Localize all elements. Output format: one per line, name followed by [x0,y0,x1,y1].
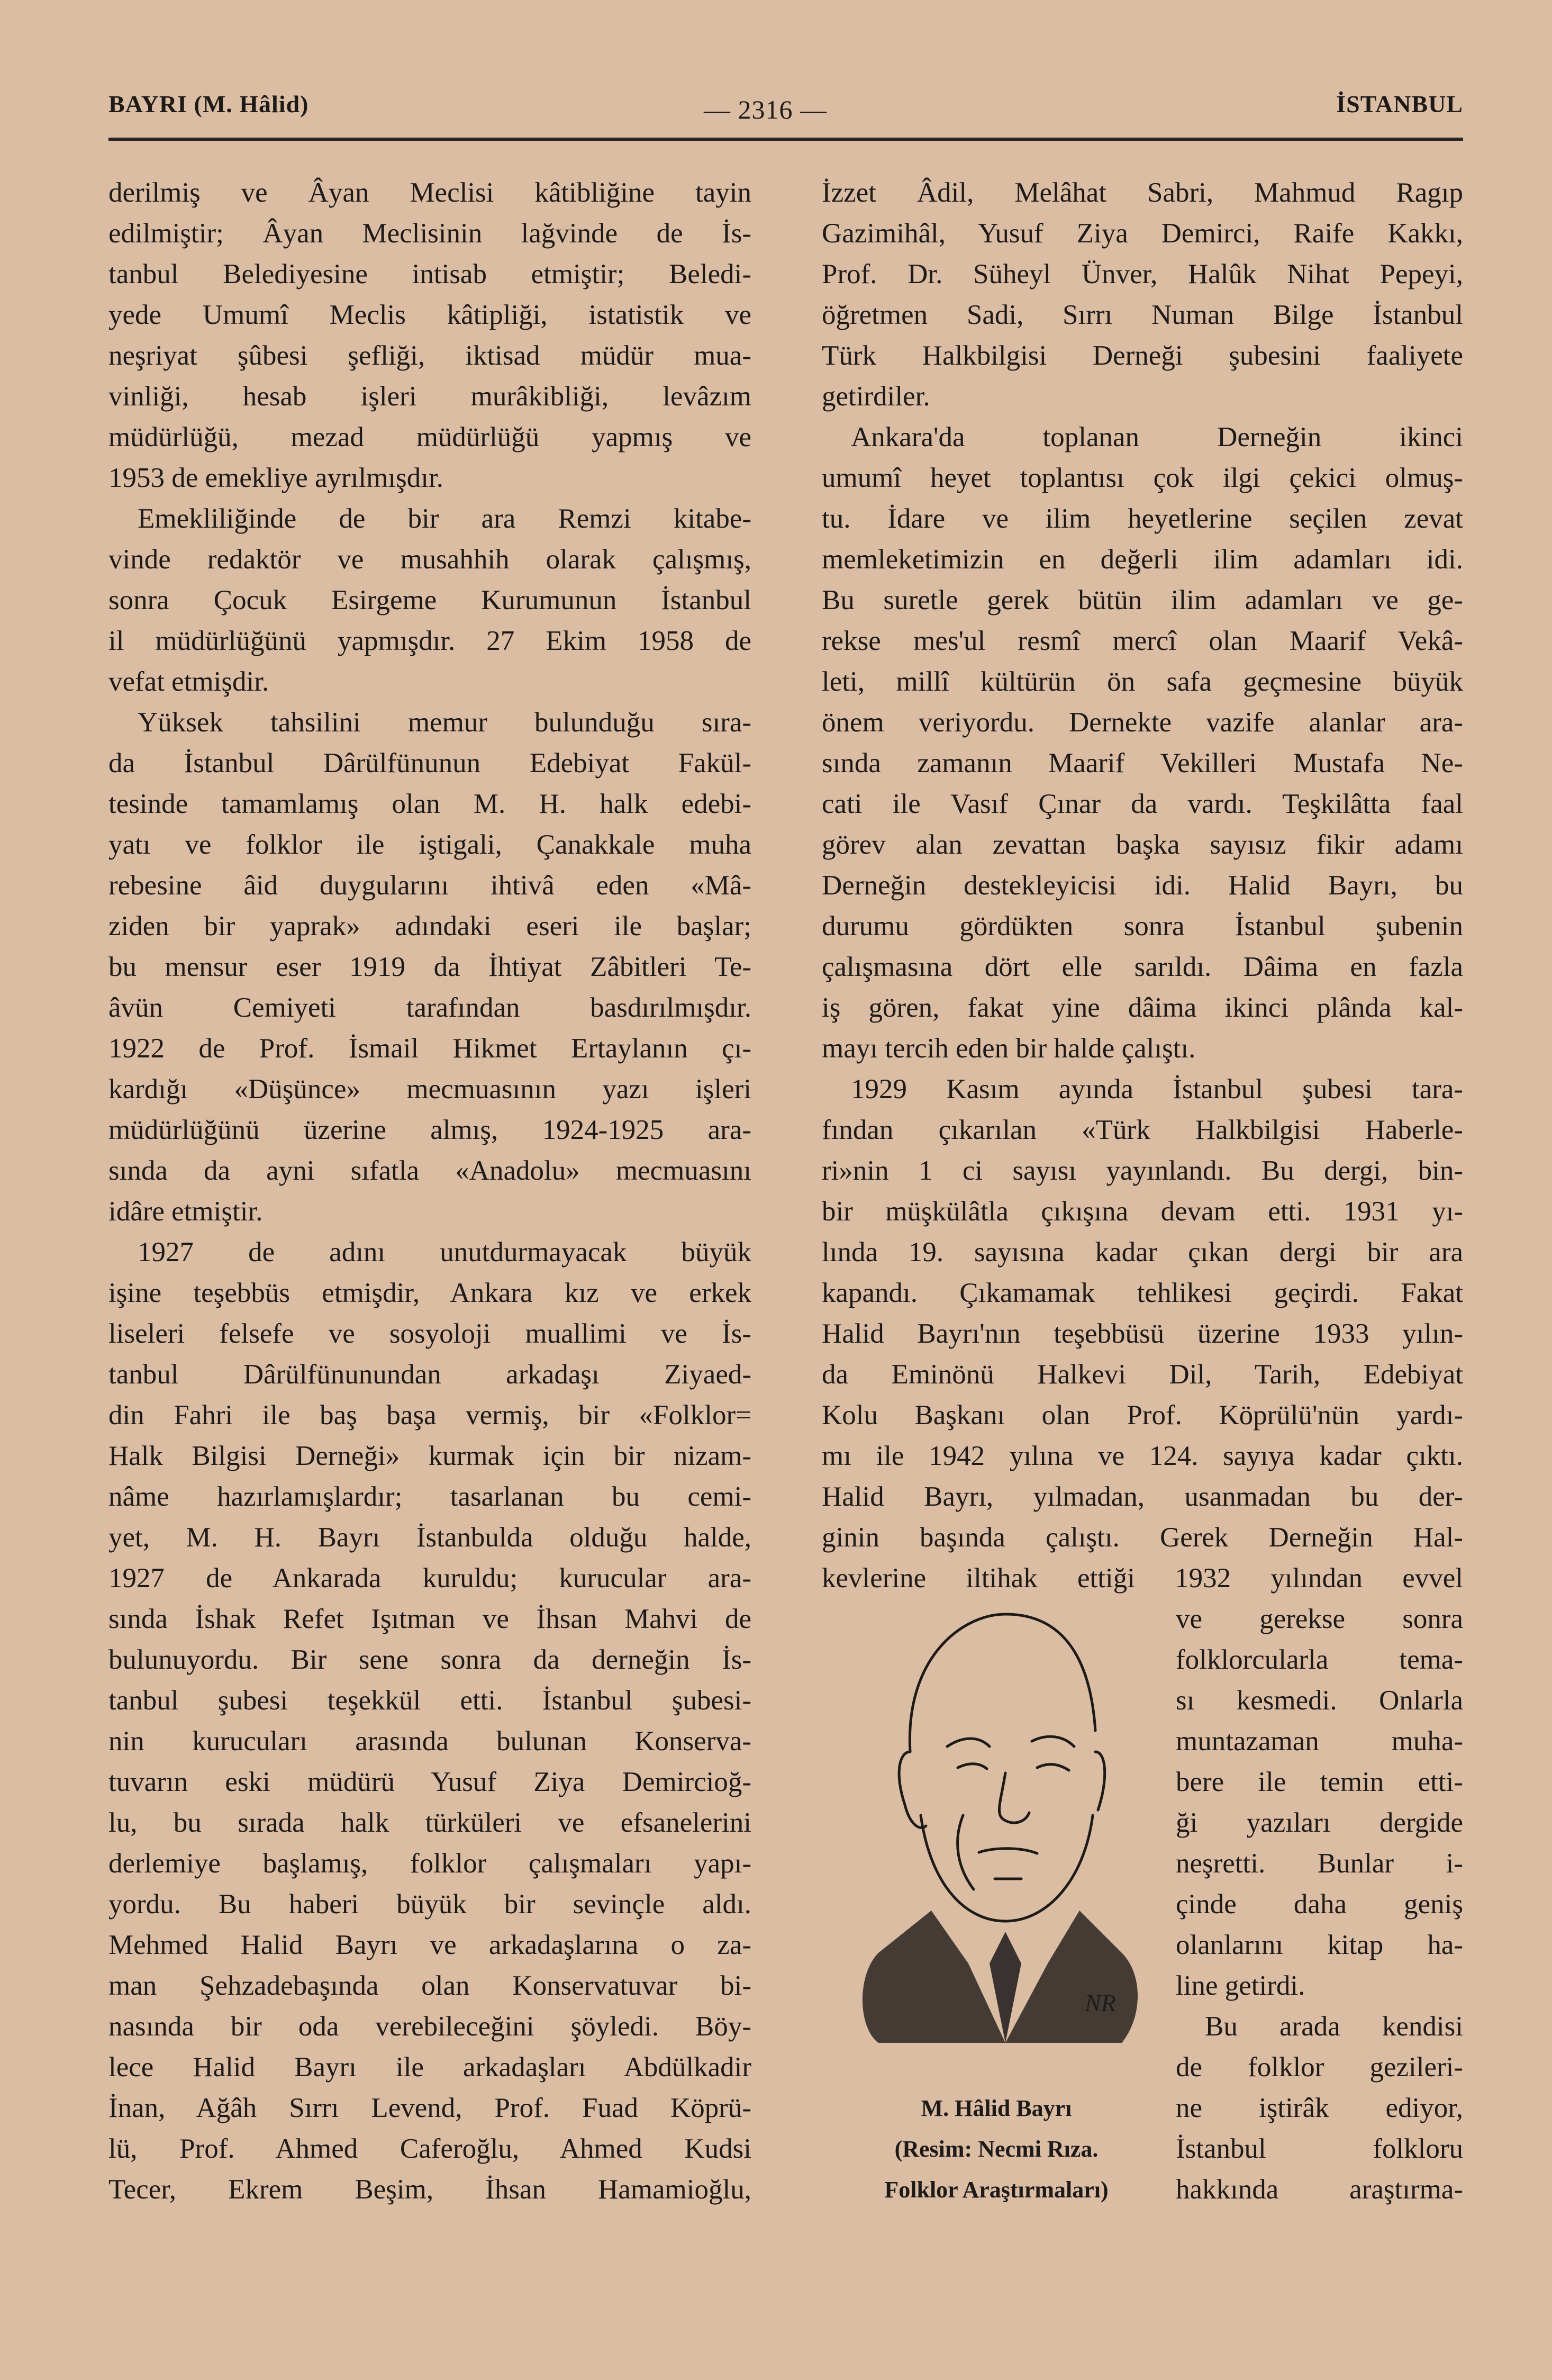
text-line: leti, millî kültürün ön safa geçmesine büyük [822,666,1463,697]
text-line: hakkında araştırma- [1176,2174,1463,2205]
text-line: kardığı «Düşünce» mecmuasının yazı işleri [108,1074,751,1105]
text-line: sonra Çocuk Esirgeme Kurumunun İstanbul [108,585,751,616]
text-line: bu mensur eser 1919 da İhtiyat Zâbitleri Te- [108,952,751,982]
text-line: Emekliliğinde de bir ara Remzi kitabe- [138,503,751,534]
text-line: İzzet Âdil, Melâhat Sabri, Mahmud Ragıp [822,177,1463,208]
text-line: Türk Halkbilgisi Derneği şubesini faaliyete [822,340,1463,371]
left-column [108,173,751,2210]
text-line: tanbul Dârülfünunundan arkadaşı Ziyaed- [108,1359,751,1390]
text-line: Bu arada kendisi [1205,2011,1463,2042]
text-line: olanlarını kitap ha- [1176,1930,1463,1960]
text-line: öğretmen Sadi, Sırrı Numan Bilge İstanbul [822,300,1463,330]
text-line: Tecer, Ekrem Beşim, İhsan Hamamioğlu, [108,2174,751,2205]
text-line: nâme hazırlamışlardır; tasarlanan bu cemi- [108,1481,751,1512]
text-line: vinde redaktör ve musahhih olarak çalışmış, [108,544,751,575]
text-line: derilmiş ve Âyan Meclisi kâtibliğine tayin [108,177,751,208]
artist-signature: NR [1085,1989,1116,2016]
text-line: 1927 de adını unutdurmayacak büyük [138,1237,751,1268]
text-line: Kolu Başkanı olan Prof. Köprülü'nün yardı- [822,1400,1463,1431]
text-line: edilmiştir; Âyan Meclisinin lağvinde de İs- [108,218,751,249]
text-line: Bu suretle gerek bütün ilim adamları ve ge- [822,585,1463,616]
text-line: lece Halid Bayrı ile arkadaşları Abdülkadir [108,2052,751,2083]
text-line: Gazimihâl, Yusuf Ziya Demirci, Raife Kakkı, [822,218,1463,249]
caption-line: M. Hâlid Bayrı [921,2095,1072,2121]
text-line: Yüksek tahsilini memur bulunduğu sıra- [138,707,751,738]
text-line: ği yazıları dergide [1176,1807,1463,1838]
text-line: çinde daha geniş [1176,1889,1463,1920]
text-line: sında zamanın Maarif Vekilleri Mustafa Ne- [822,748,1463,779]
text-line: neşriyat şûbesi şefliği, iktisad müdür mua- [108,340,751,371]
text-line: il müdürlüğünü yapmışdır. 27 Ekim 1958 de [108,626,751,656]
text-line: Ankara'da toplanan Derneğin ikinci [851,422,1463,453]
text-line: umumî heyet toplantısı çok ilgi çekici olmuş- [822,463,1463,493]
text-line: görev alan zevattan başka sayısız fikir adamı [822,829,1463,860]
text-line: İstanbul folkloru [1176,2133,1463,2164]
text-line: liseleri felsefe ve sosyoloji muallimi ve İs- [108,1318,751,1349]
running-head-right: İSTANBUL [1336,91,1463,117]
text-line: sında İshak Refet Işıtman ve İhsan Mahvi de [108,1604,751,1634]
text-line: 1922 de Prof. İsmail Hikmet Ertaylanın çı- [108,1033,751,1064]
text-line: Halid Bayrı'nın teşebbüsü üzerine 1933 yılın- [822,1318,1463,1349]
text-line: nasında bir oda verebileceğini şöyledi. Böy- [108,2011,751,2042]
text-line: çalışmasına dört elle sarıldı. Dâima en fazla [822,952,1463,982]
text-line: yede Umumî Meclis kâtipliği, istatistik ve [108,300,751,330]
text-line: vefat etmişdir. [108,666,269,697]
text-line: müdürlüğünü üzerine almış, 1924-1925 ara- [108,1115,751,1145]
text-line: vinliği, hesab işleri murâkibliği, levâzım [108,381,751,412]
text-line: sı kesmedi. Onlarla [1176,1685,1463,1716]
text-line: kapandı. Çıkamamak tehlikesi geçirdi. Fakat [822,1278,1463,1308]
caption-line: Folklor Araştırmaları) [884,2177,1109,2203]
text-line: tu. İdare ve ilim heyetlerine seçilen zevat [822,503,1463,534]
text-line: idâre etmiştir. [108,1196,263,1227]
text-line: din Fahri ile baş başa vermiş, bir «Folklor= [108,1400,751,1431]
text-line: 1927 de Ankarada kuruldu; kurucular ara- [108,1563,751,1594]
text-line: yordu. Bu haberi büyük bir sevinçle aldı. [108,1889,751,1920]
text-line: tuvarın eski müdürü Yusuf Ziya Demircioğ- [108,1767,751,1797]
text-line: Halk Bilgisi Derneği» kurmak için bir nizam- [108,1441,751,1471]
header-rule [108,138,1463,141]
text-line: durumu gördükten sonra İstanbul şubenin [822,911,1463,942]
caption-line: (Resim: Necmi Rıza. [894,2136,1099,2162]
text-line: bere ile temin etti- [1176,1767,1463,1797]
text-line: getirdiler. [822,381,930,412]
text-line: ginin başında çalıştı. Gerek Derneğin Hal- [822,1522,1463,1553]
text-line: lu, bu sırada halk türküleri ve efsanelerini [108,1807,751,1838]
text-line: ve gerekse sonra [1176,1604,1463,1634]
text-line: mayı tercih eden bir halde çalıştı. [822,1033,1196,1064]
text-line: bulunuyordu. Bir sene sonra da derneğin İs- [108,1644,751,1675]
right-column [822,173,1463,1599]
text-line: line getirdi. [1176,1970,1305,2001]
text-line: cati ile Vasıf Çınar da vardı. Teşkilâtta faal [822,789,1463,819]
text-line: sında da ayni sıfatla «Anadolu» mecmuasını [108,1155,751,1186]
text-line: ziden bir yaprak» adındaki eseri ile başlar; [108,911,751,942]
text-line: 1929 Kasım ayında İstanbul şubesi tara- [851,1074,1463,1105]
text-line: Mehmed Halid Bayrı ve arkadaşlarına o za- [108,1930,751,1960]
text-line: müdürlüğü, mezad müdürlüğü yapmış ve [108,422,751,453]
text-line: rekse mes'ul resmî mercî olan Maarif Vekâ- [822,626,1463,656]
text-line: Prof. Dr. Süheyl Ünver, Halûk Nihat Pepeyi, [822,259,1463,289]
text-line: tanbul şubesi teşekkül etti. İstanbul şubesi- [108,1685,751,1716]
text-line: rebesine âid duygularını ihtivâ eden «Mâ- [108,870,751,901]
text-line: ri»nin 1 ci sayısı yayınlandı. Bu dergi, bin- [822,1155,1463,1186]
text-line: yet, M. H. Bayrı İstanbulda olduğu halde, [108,1522,751,1553]
running-head-left: BAYRI (M. Hâlid) [108,91,309,117]
text-line: derlemiye başlamış, folklor çalışmaları yapı- [108,1848,751,1879]
text-line: mı ile 1942 yılına ve 124. sayıya kadar çıktı. [822,1441,1463,1471]
page-number: — 2316 — [704,95,827,124]
text-line: lü, Prof. Ahmed Caferoğlu, Ahmed Kudsi [108,2133,751,2164]
text-line: nin kurucuları arasında bulunan Konserva- [108,1726,751,1757]
text-line: yatı ve folklor ile iştigali, Çanakkale muha [108,829,751,860]
text-line: Derneğin destekleyicisi idi. Halid Bayrı, bu [822,870,1463,901]
text-line: tesinde tamamlamış olan M. H. halk edebi- [108,789,751,819]
text-line: folklorcularla tema- [1176,1644,1463,1675]
figure-caption [822,2088,1171,2210]
right-column-wrap [1176,1599,1463,2210]
text-line: tanbul Belediyesine intisab etmiştir; Beledi- [108,259,751,289]
text-line: ne iştirâk ediyor, [1176,2093,1463,2123]
portrait-illustration [847,1593,1143,2053]
text-line: fından çıkarılan «Türk Halkbilgisi Haberle- [822,1115,1463,1145]
text-line: memleketimizin en değerli ilim adamları idi. [822,544,1463,575]
text-line: da Eminönü Halkevi Dil, Tarih, Edebiyat [822,1359,1463,1390]
text-line: man Şehzadebaşında olan Konservatuvar bi- [108,1970,751,2001]
text-line: muntazaman muha- [1176,1726,1463,1757]
text-line: neşretti. Bunlar i- [1176,1848,1463,1879]
text-line: Halid Bayrı, yılmadan, usanmadan bu der- [822,1481,1463,1512]
text-line: kevlerine iltihak ettiği 1932 yılından evvel [822,1563,1463,1594]
text-line: 1953 de emekliye ayrılmışdır. [108,463,443,493]
text-line: önem veriyordu. Dernekte vazife alanlar ara- [822,707,1463,738]
text-line: İnan, Ağâh Sırrı Levend, Prof. Fuad Köprü- [108,2093,751,2123]
text-line: iş gören, fakat yine dâima ikinci plânda kal- [822,992,1463,1023]
text-line: de folklor gezileri- [1176,2052,1463,2083]
text-line: âvün Cemiyeti tarafından basdırılmışdır. [108,992,751,1023]
text-line: da İstanbul Dârülfünunun Edebiyat Fakül- [108,748,751,779]
text-line: lında 19. sayısına kadar çıkan dergi bir ara [822,1237,1463,1268]
text-line: işine teşebbüs etmişdir, Ankara kız ve erkek [108,1278,751,1308]
text-line: bir müşkülâtla çıkışına devam etti. 1931 yı- [822,1196,1463,1227]
